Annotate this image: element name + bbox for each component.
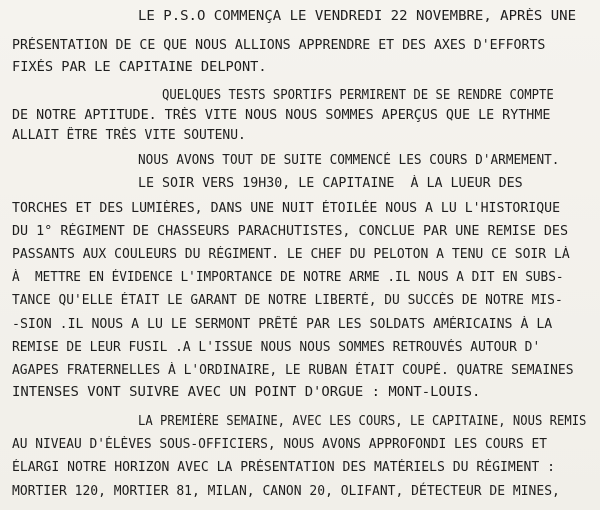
text-line: AGAPES FRATERNELLES À L'ORDINAIRE, LE RUBAN ÉTAIT COUPÉ. QUATRE SEMAINES	[12, 363, 574, 378]
text-line: AU NIVEAU D'ÉLÈVES SOUS-OFFICIERS, NOUS AVONS APPROFONDI LES COURS ET	[12, 437, 548, 452]
text-line: ALLAIT ÊTRE TRÈS VITE SOUTENU.	[12, 128, 246, 143]
text-line: ÉLARGI NOTRE HORIZON AVEC LA PRÉSENTATION DES MATÉRIELS DU RÉGIMENT :	[12, 460, 556, 475]
text-line: NOUS AVONS TOUT DE SUITE COMMENCÉ LES COURS D'ARMEMENT.	[138, 153, 560, 168]
text-line: REMISE DE LEUR FUSIL .A L'ISSUE NOUS NOUS SOMMES RETROUVÉS AUTOUR D'	[12, 340, 541, 355]
text-line: LA PREMIÈRE SEMAINE, AVEC LES COURS, LE CAPITAINE, NOUS REMIS	[138, 414, 587, 429]
text-line: DE NOTRE APTITUDE. TRÈS VITE NOUS NOUS SOMMES APERÇUS QUE LE RYTHME	[12, 108, 551, 123]
text-line: PRÉSENTATION DE CE QUE NOUS ALLIONS APPRENDRE ET DES AXES D'EFFORTS	[12, 38, 546, 53]
text-line: PASSANTS AUX COULEURS DU RÉGIMENT. LE CHEF DU PELOTON A TENU CE SOIR LÀ	[12, 247, 570, 262]
text-line: LE SOIR VERS 19H30, LE CAPITAINE À LA LUEUR DES	[138, 176, 523, 191]
text-line: LE P.S.O COMMENÇA LE VENDREDI 22 NOVEMBRE, APRÈS UNE	[138, 9, 576, 24]
text-line: MORTIER 120, MORTIER 81, MILAN, CANON 20, OLIFANT, DÉTECTEUR DE MINES,	[12, 484, 560, 499]
text-line: TORCHES ET DES LUMIÈRES, DANS UNE NUIT ÉTOILÉE NOUS A LU L'HISTORIQUE	[12, 201, 561, 216]
text-line: INTENSES VONT SUIVRE AVEC UN POINT D'ORGUE : MONT-LOUIS.	[12, 385, 481, 400]
text-line: À METTRE EN ÉVIDENCE L'IMPORTANCE DE NOTRE ARME .IL NOUS A DIT EN SUBS-	[12, 270, 564, 285]
text-line: QUELQUES TESTS SPORTIFS PERMIRENT DE SE RENDRE COMPTE	[162, 88, 554, 103]
text-line: TANCE QU'ELLE ÉTAIT LE GARANT DE NOTRE LIBERTÉ, DU SUCCÈS DE NOTRE MIS-	[12, 293, 563, 308]
text-line: FIXÉS PAR LE CAPITAINE DELPONT.	[12, 60, 267, 75]
text-line: -SION .IL NOUS A LU LE SERMONT PRÊTÉ PAR LES SOLDATS AMÉRICAINS À LA	[12, 317, 553, 332]
text-line: DU 1° RÉGIMENT DE CHASSEURS PARACHUTISTES, CONCLUE PAR UNE REMISE DES	[12, 224, 569, 239]
